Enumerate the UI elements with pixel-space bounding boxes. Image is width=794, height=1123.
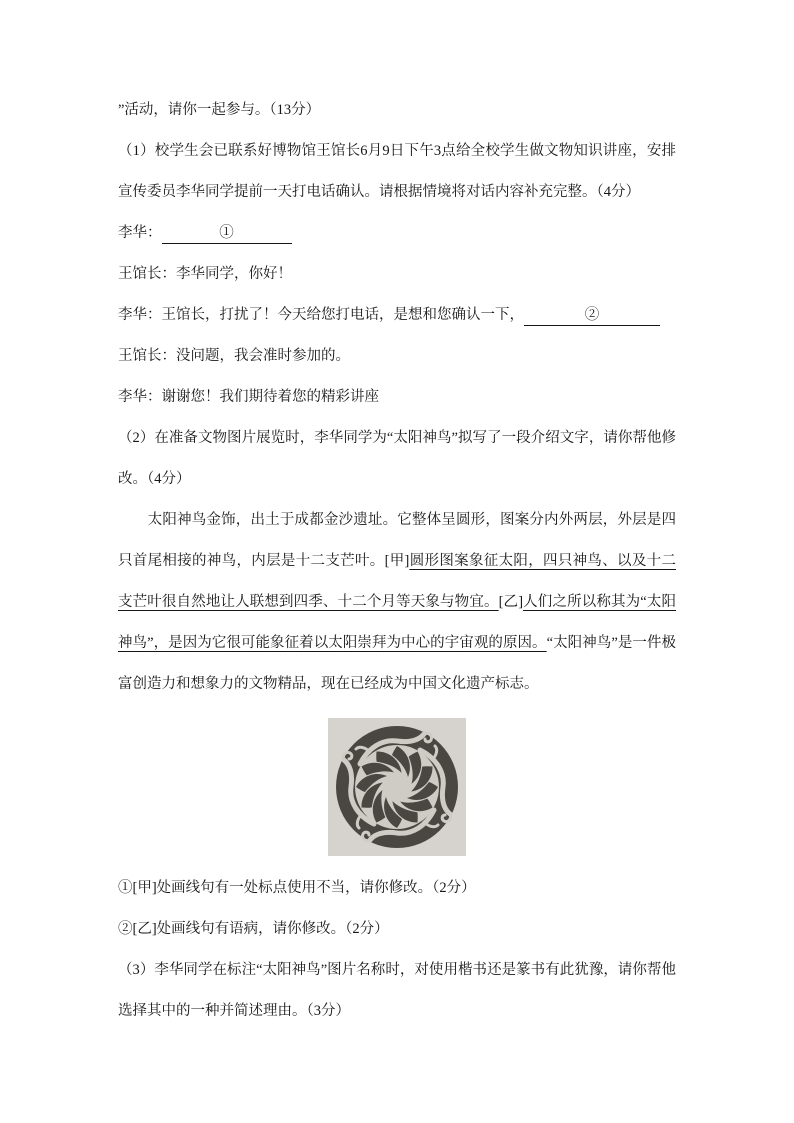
sunbird-figure <box>118 705 676 868</box>
sub-question-2-text: ②[乙]处画线句有语病，请你修改。（2分） <box>118 921 389 937</box>
dialogue-line-1 <box>118 213 676 254</box>
dialogue-line-5 <box>118 377 676 418</box>
sunbird-artifact-image <box>328 718 466 856</box>
passage-part-2: “太阳神鸟”是一件极富创造力和想象力的文物精品，现在已经成为中国文化遗产标志。 <box>118 635 677 692</box>
passage-part-1: 太阳神鸟金饰，出土于成都金沙遗址。它整体呈圆形，图案分内外两层，外层是四只首尾相接的神鸟，内层是十二支芒叶。 <box>118 512 676 569</box>
dialogue-text: 李华同学，你好！ <box>176 266 292 282</box>
circled-number-1: ① <box>219 225 234 241</box>
marker-yi: [乙] <box>498 594 524 610</box>
dialogue-line-4 <box>118 336 676 377</box>
question-2-sub-2 <box>118 909 676 950</box>
question-3-prompt <box>118 950 676 1032</box>
speaker-label: 李华： <box>118 307 162 323</box>
intro-line <box>118 90 676 131</box>
question-1-text: （1）校学生会已联系好博物馆王馆长6月9日下午3点给全校学生做文物知识讲座，安排宣传委员李华同学提前一天打电话确认。请根据情境将对话内容补充完整。（4分） <box>118 143 676 200</box>
answer-blank-1 <box>162 223 292 244</box>
speaker-label: 李华： <box>118 225 162 241</box>
question-1-prompt <box>118 131 676 213</box>
passage-paragraph <box>118 500 676 705</box>
circled-number-2: ② <box>584 307 600 323</box>
speaker-label: 王馆长： <box>118 266 176 282</box>
question-2-sub-1 <box>118 868 676 909</box>
dialogue-line-3 <box>118 295 676 336</box>
question-3-text: （3）李华同学在标注“太阳神鸟”图片名称时，对使用楷书还是篆书有此犹豫，请你帮他选择其中的一种并简述理由。（3分） <box>118 962 676 1019</box>
answer-blank-2 <box>524 305 660 326</box>
sub-question-1-text: ①[甲]处画线句有一处标点使用不当，请你修改。（2分） <box>118 880 476 896</box>
speaker-label: 李华： <box>118 389 162 405</box>
dialogue-line-2 <box>118 254 676 295</box>
underlined-sentence-jia: 圆形图案象征太阳，四只神鸟、以及十二支芒叶很自然地让人联想到四季、十二个月等天象与物宜。 <box>118 553 676 610</box>
marker-jia: [甲] <box>384 553 410 569</box>
dialogue-text: 谢谢您！我们期待着您的精彩讲座 <box>161 389 379 405</box>
question-2-prompt <box>118 418 676 500</box>
underlined-sentence-yi: 人们之所以称其为“太阳神鸟”，是因为它很可能象征着以太阳崇拜为中心的宇宙观的原因。 <box>118 594 676 651</box>
speaker-label: 王馆长： <box>118 348 176 364</box>
dialogue-text: 王馆长，打扰了！今天给您打电话，是想和您确认一下， <box>161 307 524 323</box>
question-2-text: （2）在准备文物图片展览时，李华同学为“太阳神鸟”拟写了一段介绍文字，请你帮他修改。（4分） <box>118 430 676 487</box>
intro-text: ”活动，请你一起参与。（13分） <box>118 102 321 118</box>
dialogue-text: 没问题，我会准时参加的。 <box>176 348 350 364</box>
